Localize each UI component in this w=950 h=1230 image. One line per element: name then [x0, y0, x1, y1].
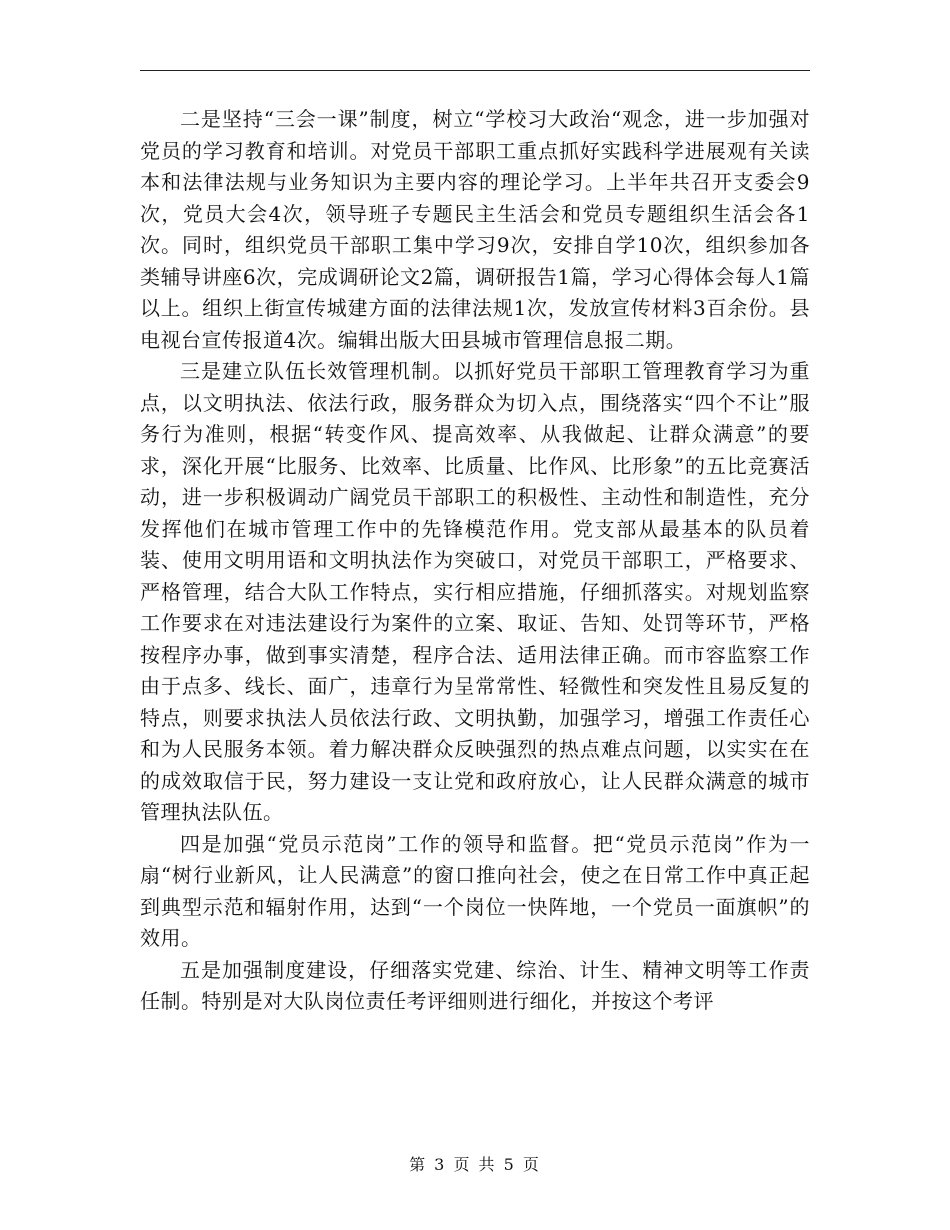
paragraph-3: 三是建立队伍长效管理机制。以抓好党员干部职工管理教育学习为重点，以文明执法、依法行政，服务群众为切入点，围绕落实“四个不让”服务行为准则，根据“转变作风、提高效率、从我做起、让群众满意”的要求，深化开展“比服务、比效率、比质量、比作风、比形象”的五比竞赛活动，进一步积极调动广阔党员干部职工的积极性、主动性和制造性，充分发挥他们在城市管理工作中的先锋模范作用。党支部从最基本的队员着装、使用文明用语和文明执法作为突破口，对党员干部职工，严格要求、严格管理，结合大队工作特点，实行相应措施，仔细抓落实。对规划监察工作要求在对违法建设行为案件的立案、取证、告知、处罚等环节，严格按程序办事，做到事实清楚，程序合法、适用法律正确。而市容监察工作由于点多、线长、面广，违章行为呈常常性、轻微性和突发性且易反复的特点，则要求执法人员依法行政、文明执勤，加强学习，增强工作责任心和为人民服务本领。着力解决群众反映强烈的热点难点问题，以实实在在的成效取信于民，努力建设一支让党和政府放心，让人民群众满意的城市管理执法队伍。 — [140, 359, 810, 824]
paragraph-5: 五是加强制度建设，仔细落实党建、综治、计生、精神文明等工作责任制。特别是对大队岗位责任考评细则进行细化，并按这个考评 — [140, 957, 810, 1013]
paragraph-4: 四是加强“党员示范岗”工作的领导和监督。把“党员示范岗”作为一扇“树行业新风，让人民满意”的窗口推向社会，使之在日常工作中真正起到典型示范和辐射作用，达到“一个岗位一快阵地，一个党员一面旗帜”的效用。 — [140, 831, 810, 950]
body-text — [140, 104, 810, 1018]
header-rule — [140, 70, 810, 71]
page-number-footer: 第 3 页 共 5 页 — [409, 1155, 541, 1174]
paragraph-2: 二是坚持“三会一课”制度，树立“学校习大政治“观念，进一步加强对党员的学习教育和培训。对党员干部职工重点抓好实践科学进展观有关读本和法律法规与业务知识为主要内容的理论学习。上半年共召开支委会9次，党员大会4次，领导班子专题民主生活会和党员专题组织生活会各1次。同时，组织党员干部职工集中学习9次，安排自学10次，组织参加各类辅导讲座6次，完成调研论文2篇，调研报告1篇，学习心得体会每人1篇以上。组织上街宣传城建方面的法律法规1次，发放宣传材料3百余份。县电视台宣传报道4次。编辑出版大田县城市管理信息报二期。 — [140, 107, 810, 352]
